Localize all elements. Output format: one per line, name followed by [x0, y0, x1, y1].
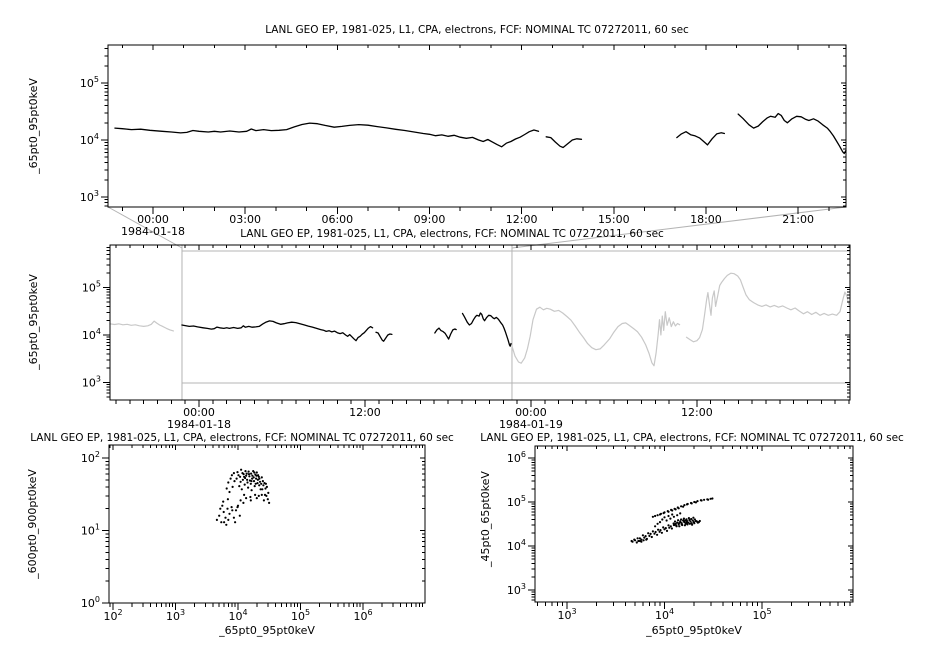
log-tick-label: $10^6$	[506, 450, 526, 465]
scatter-left-title: LANL GEO EP, 1981-025, L1, CPA, electrons, FCF: NOMINAL TC 07272011, 60 sec	[30, 432, 454, 444]
time-tick-label: 00:00	[137, 213, 169, 226]
log-tick-label: $10^2$	[80, 450, 100, 465]
scatter-right-title: LANL GEO EP, 1981-025, L1, CPA, electrons, FCF: NOMINAL TC 07272011, 60 sec	[480, 432, 904, 444]
log-tick-label: $10^0$	[80, 595, 100, 610]
log-tick-label: $10^4$	[228, 608, 248, 623]
log-tick-label: $10^4$	[79, 132, 99, 147]
time-tick-label: 18:00	[690, 213, 722, 226]
scatter-left-y-axis-label: _600pt0_900pt0keV	[26, 469, 39, 579]
log-tick-label: $10^3$	[506, 582, 526, 597]
log-tick-label: $10^4$	[81, 327, 101, 342]
time-tick-label: 12:00	[505, 213, 538, 226]
time-tick-label: 12:00	[349, 406, 381, 419]
date-tick-label: 1984-01-18	[121, 225, 185, 238]
scatter-right-x-axis-label: _65pt0_95pt0keV	[646, 624, 742, 637]
scatter-right-y-axis-label: _45pt0_65pt0keV	[479, 471, 492, 567]
log-tick-label: $10^5$	[752, 607, 772, 622]
log-tick-label: $10^3$	[81, 374, 101, 390]
scatter-left-x-axis-label: _65pt0_95pt0keV	[219, 624, 315, 637]
time-tick-label: 09:00	[413, 213, 446, 226]
log-tick-label: $10^4$	[654, 607, 675, 622]
log-tick-label: $10^5$	[506, 494, 526, 509]
log-tick-label: $10^5$	[79, 75, 99, 90]
log-tick-label: $10^3$	[557, 607, 577, 622]
log-tick-label: $10^6$	[353, 608, 373, 623]
time-tick-label: 03:00	[229, 213, 262, 226]
date-tick-label: 1984-01-18	[167, 418, 231, 431]
log-tick-label: $10^5$	[290, 608, 311, 623]
context-title: LANL GEO EP, 1981-025, L1, CPA, electrons, FCF: NOMINAL TC 07272011, 60 sec	[240, 228, 664, 240]
log-tick-label: $10^4$	[506, 538, 526, 553]
time-tick-label: 00:00	[183, 406, 215, 419]
overview-title: LANL GEO EP, 1981-025, L1, CPA, electrons, FCF: NOMINAL TC 07272011, 60 sec	[265, 24, 689, 36]
time-tick-label: 21:00	[782, 213, 814, 226]
time-tick-label: 06:00	[321, 213, 354, 226]
context-y-axis-label: _65pt0_95pt0keV	[27, 274, 40, 370]
log-tick-label: $10^3$	[79, 189, 99, 204]
log-tick-label: $10^5$	[81, 279, 101, 295]
time-tick-label: 00:00	[515, 406, 547, 419]
log-tick-label: $10^2$	[103, 608, 123, 623]
log-tick-label: $10^3$	[165, 608, 186, 623]
date-tick-label: 1984-01-19	[498, 418, 563, 431]
time-tick-label: 12:00	[681, 406, 713, 419]
time-tick-label: 15:00	[597, 213, 630, 226]
overview-y-axis-label: _65pt0_95pt0keV	[27, 78, 40, 174]
log-tick-label: $10^1$	[80, 522, 100, 538]
